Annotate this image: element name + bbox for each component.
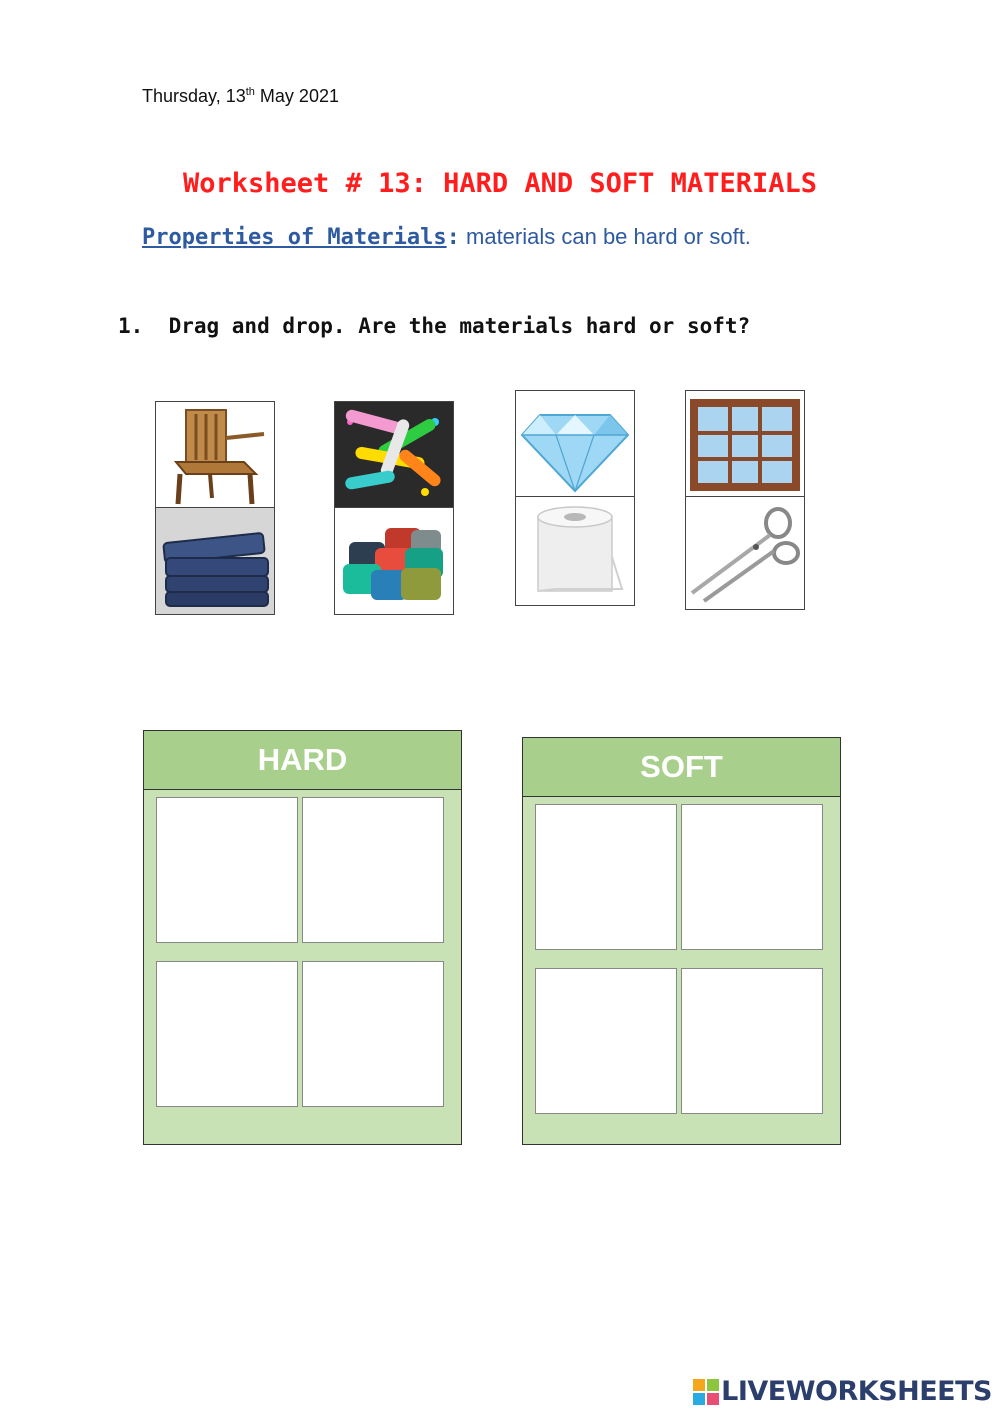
- liveworksheets-logo: [693, 1376, 992, 1407]
- wooden-chair-image: [156, 402, 274, 508]
- tile-scissors[interactable]: [685, 496, 805, 610]
- soft-slot-2[interactable]: [681, 804, 823, 950]
- tile-chalks[interactable]: [334, 401, 454, 509]
- worksheet-title: Worksheet # 13: HARD AND SOFT MATERIALS: [183, 168, 817, 199]
- soft-slot-3[interactable]: [535, 968, 677, 1114]
- subtitle-label: Properties of Materials: [142, 225, 447, 250]
- hard-header: HARD: [144, 731, 461, 790]
- toilet-paper-image: [516, 497, 634, 605]
- tile-wooden-chair[interactable]: [155, 401, 275, 509]
- date-prefix: Thursday, 13: [142, 86, 246, 106]
- hard-slot-2[interactable]: [302, 797, 444, 943]
- logo-mark-icon: [693, 1379, 719, 1405]
- chalks-image: [335, 402, 453, 508]
- date-line: [142, 86, 339, 107]
- cushions-image: [335, 508, 453, 614]
- scissors-image: [686, 497, 804, 609]
- diamond-image: [516, 391, 634, 497]
- soft-header: SOFT: [523, 738, 840, 797]
- subtitle-colon: :: [446, 225, 460, 250]
- tile-diamond[interactable]: [515, 390, 635, 498]
- hard-slot-4[interactable]: [302, 961, 444, 1107]
- soft-drop-zone[interactable]: [522, 737, 841, 1145]
- date-sup: th: [245, 86, 255, 98]
- soft-slot-1[interactable]: [535, 804, 677, 950]
- logo-text: LIVEWORKSHEETS: [721, 1376, 992, 1407]
- subtitle: [142, 224, 751, 250]
- tile-blanket[interactable]: [155, 507, 275, 615]
- tile-window[interactable]: [685, 390, 805, 498]
- blanket-image: [156, 508, 274, 614]
- date-suffix: May 2021: [254, 86, 339, 106]
- hard-slot-1[interactable]: [156, 797, 298, 943]
- tile-cushions[interactable]: [334, 507, 454, 615]
- soft-slot-4[interactable]: [681, 968, 823, 1114]
- subtitle-text: materials can be hard or soft.: [459, 224, 751, 249]
- hard-slot-3[interactable]: [156, 961, 298, 1107]
- question-1: 1. Drag and drop. Are the materials hard or soft?: [118, 314, 751, 338]
- tile-toilet-paper[interactable]: [515, 496, 635, 606]
- hard-drop-zone[interactable]: [143, 730, 462, 1145]
- window-image: [686, 391, 804, 497]
